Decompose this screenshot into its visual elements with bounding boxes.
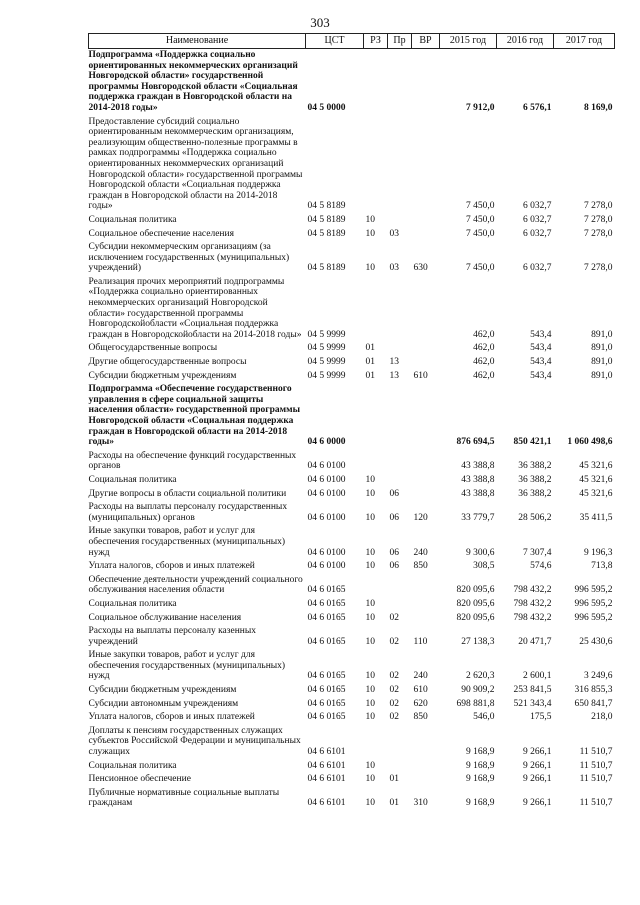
row-vr: 630 (413, 263, 428, 274)
table-row (89, 241, 615, 276)
row-cst: 04 6 0000 (307, 437, 346, 448)
table-row (89, 560, 615, 574)
row-2015: 43 388,8 (461, 461, 495, 472)
row-name: Расходы на выплаты персоналу государственных (муниципальных) органов (88, 502, 288, 523)
row-2016: 253 841,5 (513, 685, 552, 696)
row-pr: 13 (389, 357, 399, 368)
row-2017: 45 321,6 (579, 474, 613, 485)
row-rz (364, 49, 388, 116)
row-2016: 6 576,1 (523, 102, 552, 113)
row-vr (412, 342, 440, 356)
row-2015: 7 912,0 (466, 102, 495, 113)
row-rz: 10 (365, 685, 375, 696)
row-vr (412, 116, 440, 214)
row-pr: 02 (389, 636, 399, 647)
row-pr (388, 450, 412, 474)
row-2015: 462,0 (473, 370, 495, 381)
row-pr (388, 474, 412, 488)
row-name: Иные закупки товаров, работ и услуг для обеспечения государственных (муниципальных) нужд (88, 650, 286, 682)
row-vr (412, 474, 440, 488)
row-2016: 543,4 (530, 329, 552, 340)
row-rz: 10 (365, 712, 375, 723)
row-vr (412, 612, 440, 626)
row-vr (412, 725, 440, 760)
row-pr: 06 (389, 561, 399, 572)
row-rz: 10 (365, 474, 375, 485)
row-cst: 04 6 0100 (307, 474, 346, 485)
row-2015: 90 909,2 (461, 685, 495, 696)
row-pr (388, 342, 412, 356)
table-header-row (89, 34, 615, 49)
row-vr: 610 (413, 370, 428, 381)
row-cst: 04 6 0100 (307, 512, 346, 523)
row-vr (412, 773, 440, 787)
row-vr (412, 49, 440, 116)
row-vr: 120 (413, 512, 428, 523)
row-2017: 9 196,3 (584, 547, 613, 558)
row-pr: 01 (389, 774, 399, 785)
row-rz: 10 (365, 612, 375, 623)
row-cst: 04 6 0165 (307, 712, 346, 723)
row-vr (412, 760, 440, 774)
row-rz: 10 (365, 760, 375, 771)
row-2016: 6 032,7 (523, 214, 552, 225)
row-2016: 9 266,1 (523, 798, 552, 809)
row-name: Подпрограмма «Поддержка социально ориентированных некоммерческих организаций Новгородской области» государственной программы Новгородской области «Социальная поддержка граждан в Новгородской области на 2014-2018 годы» (88, 50, 298, 113)
row-pr: 03 (389, 228, 399, 239)
row-rz: 10 (365, 214, 375, 225)
row-2016: 6 032,7 (523, 263, 552, 274)
row-pr: 02 (389, 698, 399, 709)
row-2016: 175,5 (530, 712, 552, 723)
row-pr: 06 (389, 488, 399, 499)
row-pr (388, 49, 412, 116)
row-vr (412, 488, 440, 502)
row-cst: 04 5 9999 (307, 357, 346, 368)
row-2017: 11 510,7 (579, 760, 613, 771)
row-2016: 9 266,1 (523, 747, 552, 758)
row-2017: 218,0 (591, 712, 613, 723)
table-row (89, 711, 615, 725)
row-name: Социальная политика (88, 474, 177, 485)
table-row (89, 501, 615, 525)
row-2015: 820 095,6 (456, 585, 495, 596)
row-2017: 8 169,0 (584, 102, 613, 113)
row-2017: 1 060 498,6 (567, 437, 613, 448)
row-vr: 850 (413, 561, 428, 572)
row-pr: 06 (389, 512, 399, 523)
row-2017: 7 278,0 (584, 214, 613, 225)
row-cst: 04 6 6101 (307, 747, 346, 758)
row-2016: 36 388,2 (518, 488, 552, 499)
row-2015: 820 095,6 (456, 612, 495, 623)
row-pr: 02 (389, 685, 399, 696)
header-2017: 2017 год (554, 34, 615, 49)
row-rz (364, 450, 388, 474)
row-rz (364, 276, 388, 343)
row-pr (388, 214, 412, 228)
row-2016: 7 307,4 (523, 547, 552, 558)
table-row (89, 760, 615, 774)
table-row (89, 488, 615, 502)
row-cst: 04 5 8189 (307, 263, 346, 274)
row-vr: 110 (413, 636, 428, 647)
row-rz: 01 (365, 343, 375, 354)
row-name: Социальная политика (88, 760, 177, 771)
row-cst: 04 6 0165 (307, 585, 346, 596)
table-row (89, 276, 615, 343)
row-2015: 698 881,8 (456, 698, 495, 709)
row-pr (388, 276, 412, 343)
row-cst: 04 6 6101 (307, 760, 346, 771)
row-2015: 43 388,8 (461, 474, 495, 485)
row-2016: 9 266,1 (523, 774, 552, 785)
row-name: Социальное обеспечение населения (88, 228, 234, 239)
row-name: Другие общегосударственные вопросы (88, 357, 247, 368)
row-2017: 7 278,0 (584, 263, 613, 274)
row-2015: 876 694,5 (456, 437, 495, 448)
row-2017: 996 595,2 (574, 598, 613, 609)
row-name: Расходы на обеспечение функций государственных органов (88, 450, 297, 472)
row-cst: 04 5 8189 (307, 228, 346, 239)
table-row (89, 649, 615, 684)
row-vr (412, 214, 440, 228)
table-row (89, 450, 615, 474)
row-vr: 240 (413, 671, 428, 682)
row-vr (412, 228, 440, 242)
row-name: Пенсионное обеспечение (88, 774, 191, 785)
row-vr: 620 (413, 698, 428, 709)
row-vr (412, 383, 440, 450)
row-2016: 574,6 (530, 561, 552, 572)
table-row (89, 612, 615, 626)
row-name: Субсидии некоммерческим организациям (за исключением государственных (муниципальных) учреждений) (88, 242, 290, 274)
row-pr: 13 (389, 370, 399, 381)
table-row (89, 474, 615, 488)
row-name: Предоставление субсидий социально ориентированным некоммерческим организациям, реализующим общественно-полезные программы в рамках подпрограммы «Поддержка социально ориентированных некоммерческих организаций Новгородской области» государственной программы Новгородской области «Социальная поддержка граждан в Новгородской области на 2014-2018 годы» (88, 116, 303, 212)
row-pr (388, 725, 412, 760)
row-cst: 04 6 0165 (307, 685, 346, 696)
table-row (89, 49, 615, 116)
row-2015: 7 450,0 (466, 228, 495, 239)
page-number: 303 (310, 15, 330, 30)
row-cst: 04 6 0100 (307, 461, 346, 472)
row-2017: 25 430,6 (579, 636, 613, 647)
table-row (89, 342, 615, 356)
row-cst: 04 6 0165 (307, 598, 346, 609)
row-2016: 6 032,7 (523, 228, 552, 239)
row-2017: 713,8 (591, 561, 613, 572)
row-pr: 06 (389, 547, 399, 558)
row-rz: 10 (365, 263, 375, 274)
row-2016: 543,4 (530, 343, 552, 354)
row-2017: 650 841,7 (574, 698, 613, 709)
table-row (89, 214, 615, 228)
row-cst: 04 6 0165 (307, 671, 346, 682)
header-rz: РЗ (364, 34, 388, 49)
row-2015: 9 300,6 (466, 547, 495, 558)
row-name: Социальное обслуживание населения (88, 612, 242, 623)
row-2017: 996 595,2 (574, 585, 613, 596)
row-rz: 10 (365, 488, 375, 499)
row-vr (412, 450, 440, 474)
row-2017: 3 249,6 (584, 671, 613, 682)
table-row (89, 684, 615, 698)
row-name: Другие вопросы в области социальной политики (88, 488, 287, 499)
row-2015: 43 388,8 (461, 488, 495, 499)
row-rz (364, 116, 388, 214)
row-2016: 798 432,2 (513, 612, 552, 623)
table-row (89, 228, 615, 242)
row-2015: 27 138,3 (461, 636, 495, 647)
row-rz: 10 (365, 671, 375, 682)
header-pr: Пр (388, 34, 412, 49)
table-row (89, 773, 615, 787)
row-2016: 798 432,2 (513, 598, 552, 609)
row-2017: 11 510,7 (579, 798, 613, 809)
row-2017: 35 411,5 (579, 512, 613, 523)
table-row (89, 598, 615, 612)
row-2016: 798 432,2 (513, 585, 552, 596)
row-cst: 04 5 8189 (307, 201, 346, 212)
table-row (89, 356, 615, 370)
row-2016: 36 388,2 (518, 461, 552, 472)
row-vr (412, 276, 440, 343)
row-cst: 04 6 0165 (307, 636, 346, 647)
table-row (89, 370, 615, 384)
row-rz: 10 (365, 698, 375, 709)
row-cst: 04 5 9999 (307, 343, 346, 354)
row-rz: 10 (365, 561, 375, 572)
table-row (89, 625, 615, 649)
row-vr (412, 574, 440, 598)
row-2017: 7 278,0 (584, 201, 613, 212)
row-name: Уплата налогов, сборов и иных платежей (88, 712, 255, 723)
row-rz: 10 (365, 228, 375, 239)
row-2015: 546,0 (473, 712, 495, 723)
row-name: Социальная политика (88, 598, 177, 609)
row-rz (364, 383, 388, 450)
row-name: Расходы на выплаты персоналу казенных учреждений (88, 626, 257, 647)
row-pr (388, 574, 412, 598)
row-cst: 04 5 8189 (307, 214, 346, 225)
row-2017: 7 278,0 (584, 228, 613, 239)
row-cst: 04 6 0165 (307, 612, 346, 623)
row-rz: 10 (365, 547, 375, 558)
row-2015: 820 095,6 (456, 598, 495, 609)
row-rz: 10 (365, 798, 375, 809)
row-vr: 610 (413, 685, 428, 696)
row-pr (388, 383, 412, 450)
row-cst: 04 6 0100 (307, 547, 346, 558)
row-vr: 310 (413, 798, 428, 809)
row-2016: 543,4 (530, 370, 552, 381)
row-rz (364, 574, 388, 598)
row-rz: 10 (365, 636, 375, 647)
row-2017: 996 595,2 (574, 612, 613, 623)
row-2016: 543,4 (530, 357, 552, 368)
row-vr (412, 356, 440, 370)
row-cst: 04 5 9999 (307, 370, 346, 381)
table-row (89, 525, 615, 560)
row-cst: 04 5 0000 (307, 102, 346, 113)
row-pr: 02 (389, 612, 399, 623)
row-vr: 240 (413, 547, 428, 558)
row-pr: 02 (389, 712, 399, 723)
row-2015: 9 168,9 (466, 774, 495, 785)
row-2015: 308,5 (473, 561, 495, 572)
row-2017: 45 321,6 (579, 461, 613, 472)
row-name: Иные закупки товаров, работ и услуг для обеспечения государственных (муниципальных) нужд (88, 526, 286, 558)
row-pr (388, 598, 412, 612)
row-2016: 2 600,1 (523, 671, 552, 682)
row-2017: 11 510,7 (579, 774, 613, 785)
row-name: Публичные нормативные социальные выплаты гражданам (88, 787, 280, 809)
budget-table (88, 33, 615, 811)
row-pr (388, 760, 412, 774)
header-name: Наименование (89, 34, 306, 49)
row-name: Уплата налогов, сборов и иных платежей (88, 561, 255, 572)
table-body (89, 49, 615, 812)
row-2016: 28 506,2 (518, 512, 552, 523)
row-rz: 10 (365, 774, 375, 785)
row-2015: 9 168,9 (466, 798, 495, 809)
row-name: Общегосударственные вопросы (88, 343, 218, 354)
table-row (89, 698, 615, 712)
row-2017: 891,0 (591, 329, 613, 340)
row-name: Реализация прочих мероприятий подпрограммы «Поддержка социально ориентированных некоммерческих организаций Новгородской области» государственной программы Новгородскойобласти «Социальная поддержка граждан в Новгородскойобласти на 2014-2018 годы» (88, 276, 302, 340)
row-2015: 7 450,0 (466, 214, 495, 225)
row-cst: 04 5 9999 (307, 329, 346, 340)
row-rz: 01 (365, 370, 375, 381)
row-vr (412, 598, 440, 612)
row-pr: 03 (389, 263, 399, 274)
row-rz: 10 (365, 512, 375, 523)
row-2017: 316 855,3 (574, 685, 613, 696)
table-row (89, 787, 615, 811)
row-2017: 45 321,6 (579, 488, 613, 499)
row-name: Подпрограмма «Обеспечение государственного управления в сфере социальной защиты населения области» государственной программы Новгородской области «Социальная поддержка граждан в Новгородской области на 2014-2018 годы» (88, 384, 301, 448)
row-2015: 33 779,7 (461, 512, 495, 523)
row-name: Субсидии автономным учреждениям (88, 698, 239, 709)
row-cst: 04 6 0100 (307, 561, 346, 572)
row-2016: 850 421,1 (513, 437, 552, 448)
row-2016: 20 471,7 (518, 636, 552, 647)
header-vr: ВР (412, 34, 440, 49)
row-name: Социальная политика (88, 214, 177, 225)
row-cst: 04 6 0100 (307, 488, 346, 499)
row-2017: 891,0 (591, 343, 613, 354)
row-name: Доплаты к пенсиям государственных служащих субъектов Российской Федерации и муниципальных служащих (88, 725, 301, 758)
row-2016: 9 266,1 (523, 760, 552, 771)
row-name: Субсидии бюджетным учреждениям (88, 685, 237, 696)
header-2016: 2016 год (497, 34, 554, 49)
table-row (89, 383, 615, 450)
row-cst: 04 6 6101 (307, 798, 346, 809)
row-2017: 891,0 (591, 357, 613, 368)
row-2016: 6 032,7 (523, 201, 552, 212)
row-2015: 462,0 (473, 329, 495, 340)
row-cst: 04 6 6101 (307, 774, 346, 785)
table-row (89, 116, 615, 214)
row-2015: 2 620,3 (466, 671, 495, 682)
table-row (89, 725, 615, 760)
row-2015: 9 168,9 (466, 760, 495, 771)
table-row (89, 574, 615, 598)
row-rz: 01 (365, 357, 375, 368)
row-name: Субсидии бюджетным учреждениям (88, 370, 237, 381)
row-2016: 521 343,4 (513, 698, 552, 709)
row-2015: 7 450,0 (466, 263, 495, 274)
row-pr: 01 (389, 798, 399, 809)
header-cst: ЦСТ (306, 34, 364, 49)
row-2017: 891,0 (591, 370, 613, 381)
row-rz: 10 (365, 598, 375, 609)
row-2015: 7 450,0 (466, 201, 495, 212)
row-2016: 36 388,2 (518, 474, 552, 485)
row-pr: 02 (389, 671, 399, 682)
row-cst: 04 6 0165 (307, 698, 346, 709)
row-2015: 462,0 (473, 357, 495, 368)
row-2015: 462,0 (473, 343, 495, 354)
header-2015: 2015 год (440, 34, 497, 49)
row-2017: 11 510,7 (579, 747, 613, 758)
row-2015: 9 168,9 (466, 747, 495, 758)
row-pr (388, 116, 412, 214)
row-rz (364, 725, 388, 760)
row-name: Обеспечение деятельности учреждений социального обслуживания населения области (88, 574, 303, 596)
row-vr: 850 (413, 712, 428, 723)
